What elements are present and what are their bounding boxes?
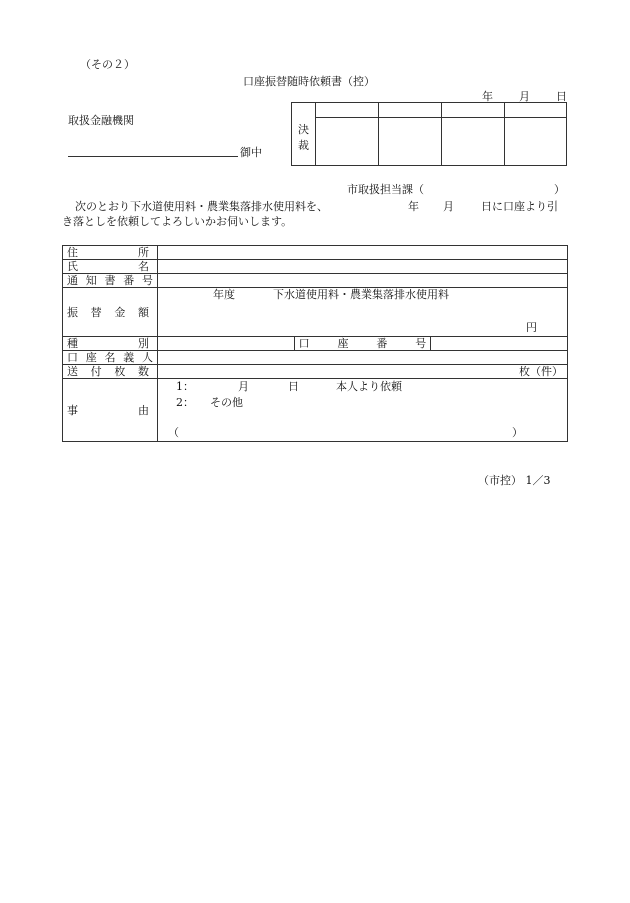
notice-number-label bbox=[63, 274, 158, 288]
amount-label bbox=[63, 288, 158, 337]
approval-seal-cell[interactable] bbox=[379, 103, 442, 165]
account-holder-label bbox=[63, 351, 158, 365]
label-char: 氏 bbox=[67, 260, 78, 273]
label-char: 書 bbox=[104, 274, 116, 287]
address-field[interactable] bbox=[158, 246, 568, 260]
label-char: 人 bbox=[142, 351, 153, 364]
approval-seal-cell[interactable] bbox=[442, 103, 505, 165]
label-char: 送 bbox=[67, 365, 78, 378]
label-char: 所 bbox=[138, 246, 149, 259]
department-label: 市取扱担当課（ bbox=[347, 183, 424, 196]
sheets-unit: 枚（件） bbox=[519, 365, 563, 378]
notice-number-field[interactable] bbox=[158, 274, 568, 288]
row-account-holder bbox=[63, 351, 568, 365]
row-amount bbox=[63, 288, 568, 337]
label-char: 口 bbox=[298, 337, 310, 350]
name-label bbox=[63, 260, 158, 274]
onchu-label: 御中 bbox=[240, 146, 262, 159]
label-char: 知 bbox=[85, 274, 97, 287]
page-footer: （市控） 1／3 bbox=[478, 474, 551, 487]
doc-number: （その２） bbox=[80, 58, 135, 71]
label-char: 座 bbox=[337, 337, 349, 350]
label-char: 振 bbox=[67, 305, 78, 319]
label-char: 事 bbox=[67, 403, 78, 417]
sheets-field[interactable] bbox=[158, 365, 568, 379]
label-char: 番 bbox=[123, 274, 135, 287]
label-char: 替 bbox=[90, 305, 102, 319]
date-day-label: 日 bbox=[556, 90, 567, 103]
amount-field[interactable] bbox=[158, 288, 568, 337]
row-sheets bbox=[63, 365, 568, 379]
reason-paren-open: （ bbox=[168, 426, 179, 439]
name-field[interactable] bbox=[158, 260, 568, 274]
row-name bbox=[63, 260, 568, 274]
request-line2: き落としを依頼してよろしいかお伺いします。 bbox=[62, 215, 293, 228]
approval-seal-cell[interactable] bbox=[316, 103, 379, 165]
approval-box bbox=[291, 102, 567, 166]
label-char: 座 bbox=[85, 351, 97, 364]
date-year-label: 年 bbox=[482, 90, 493, 103]
row-notice-number bbox=[63, 274, 568, 288]
reason-1-number: 1： bbox=[176, 380, 194, 393]
account-number-field[interactable] bbox=[431, 337, 568, 351]
reason-2-number: 2： bbox=[176, 396, 194, 409]
reason-paren-close: ） bbox=[512, 426, 523, 439]
label-char: 付 bbox=[90, 365, 102, 378]
address-label bbox=[63, 246, 158, 260]
account-holder-field[interactable] bbox=[158, 351, 568, 365]
sheets-label bbox=[63, 365, 158, 379]
label-char: 号 bbox=[142, 274, 153, 287]
account-number-label bbox=[294, 337, 431, 351]
approval-label-1: 決 bbox=[298, 123, 309, 136]
row-address bbox=[63, 246, 568, 260]
label-char: 額 bbox=[137, 305, 149, 319]
reason-1-day: 日 bbox=[288, 380, 299, 393]
amount-fiscal-year: 年度 bbox=[213, 288, 235, 301]
request-line1: 次のとおり下水道使用料・農業集落排水使用料を、 bbox=[75, 200, 328, 213]
label-char: 数 bbox=[137, 365, 149, 378]
amount-fee-type: 下水道使用料・農業集落排水使用料 bbox=[273, 288, 449, 301]
label-char: 住 bbox=[67, 246, 78, 259]
bank-label: 取扱金融機関 bbox=[68, 114, 134, 127]
reason-1-text: 本人より依頼 bbox=[336, 380, 402, 393]
page-title: 口座振替随時依頼書（控） bbox=[243, 75, 375, 88]
label-char: 種 bbox=[67, 337, 78, 350]
date-month-label: 月 bbox=[519, 90, 530, 103]
reason-2-text: その他 bbox=[210, 396, 243, 409]
label-char: 口 bbox=[67, 351, 78, 364]
request-line1-end: 日に口座より引 bbox=[481, 200, 558, 213]
label-char: 別 bbox=[138, 337, 149, 350]
approval-label-cell bbox=[292, 103, 316, 165]
label-char: 号 bbox=[415, 337, 427, 350]
label-char: 番 bbox=[376, 337, 388, 350]
department-close: ） bbox=[554, 183, 565, 196]
label-char: 義 bbox=[123, 351, 135, 364]
label-char: 枚 bbox=[114, 365, 126, 378]
approval-seal-cell[interactable] bbox=[505, 103, 566, 165]
request-year: 年 bbox=[408, 200, 419, 213]
label-char: 金 bbox=[114, 305, 126, 319]
amount-yen: 円 bbox=[526, 321, 537, 334]
reason-field[interactable] bbox=[158, 379, 568, 442]
reason-label bbox=[63, 379, 158, 442]
reason-1-month: 月 bbox=[238, 380, 249, 393]
approval-label-2: 裁 bbox=[298, 139, 309, 152]
request-month: 月 bbox=[443, 200, 454, 213]
label-char: 由 bbox=[138, 403, 149, 417]
label-char: 名 bbox=[138, 260, 149, 273]
label-char: 名 bbox=[104, 351, 116, 364]
row-category bbox=[63, 337, 568, 351]
label-char: 通 bbox=[67, 274, 78, 287]
row-reason bbox=[63, 379, 568, 442]
category-label bbox=[63, 337, 158, 351]
request-form-table bbox=[62, 245, 568, 442]
bank-name-underline bbox=[68, 156, 238, 157]
category-field[interactable] bbox=[158, 337, 295, 351]
